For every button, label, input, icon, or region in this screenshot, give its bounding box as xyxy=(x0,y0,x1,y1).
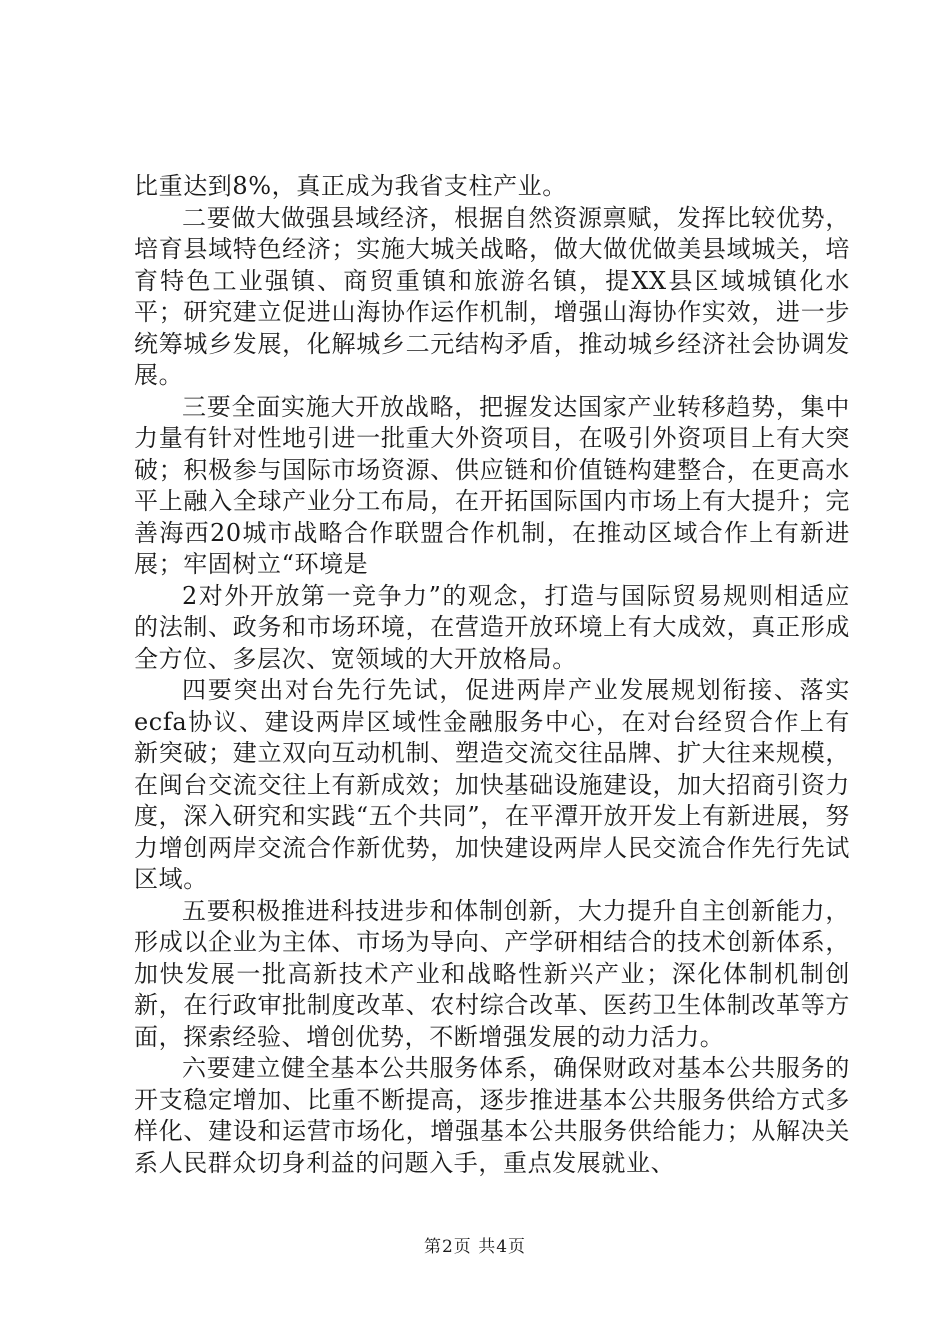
paragraph-7: 六要建立健全基本公共服务体系，确保财政对基本公共服务的开支稳定增加、比重不断提高，逐步推进基本公共服务供给方式多样化、建设和运营市场化，增强基本公共服务供给能力；从解决关系人民群众切身利益的问题入手，重点发展就业、 xyxy=(134,1054,850,1177)
paragraph-2: 二要做大做强县域经济，根据自然资源禀赋，发挥比较优势，培育县域特色经济；实施大城关战略，做大做优做美县域城关，培育特色工业强镇、商贸重镇和旅游名镇，提XX县区域城镇化水平；研究建立促进山海协作运作机制，增强山海协作实效，进一步统筹城乡发展，化解城乡二元结构矛盾，推动城乡经济社会协调发展。 xyxy=(134,203,850,389)
paragraph-4: 2对外开放第一竞争力”的观念，打造与国际贸易规则相适应的法制、政务和市场环境，在营造开放环境上有大成效，真正形成全方位、多层次、宽领域的大开放格局。 xyxy=(134,581,850,673)
document-body xyxy=(134,171,850,1179)
page-footer: 第2页 共4页 xyxy=(423,1237,527,1257)
paragraph-5: 四要突出对台先行先试，促进两岸产业发展规划衔接、落实ecfa协议、建设两岸区域性金融服务中心，在对台经贸合作上有新突破；建立双向互动机制、塑造交流交往品牌、扩大往来规模，在闽台交流交往上有新成效；加快基础设施建设，加大招商引资力度，深入研究和实践“五个共同”，在平潭开放开发上有新进展，努力增创两岸交流合作新优势，加快建设两岸人民交流合作先行先试区域。 xyxy=(134,676,850,893)
paragraph-1: 比重达到8%，真正成为我省支柱产业。 xyxy=(134,172,567,200)
paragraph-6: 五要积极推进科技进步和体制创新，大力提升自主创新能力，形成以企业为主体、市场为导向、产学研相结合的技术创新体系，加快发展一批高新技术产业和战略性新兴产业；深化体制机制创新，在行政审批制度改革、农村综合改革、医药卫生体制改革等方面，探索经验、增创优势，不断增强发展的动力活力。 xyxy=(134,896,850,1051)
paragraph-3: 三要全面实施大开放战略，把握发达国家产业转移趋势，集中力量有针对性地引进一批重大外资项目，在吸引外资项目上有大突破；积极参与国际市场资源、供应链和价值链构建整合，在更高水平上融入全球产业分工布局，在开拓国际国内市场上有大提升；完善海西20城市战略合作联盟合作机制，在推动区域合作上有新进展；牢固树立“环境是 xyxy=(134,392,850,578)
